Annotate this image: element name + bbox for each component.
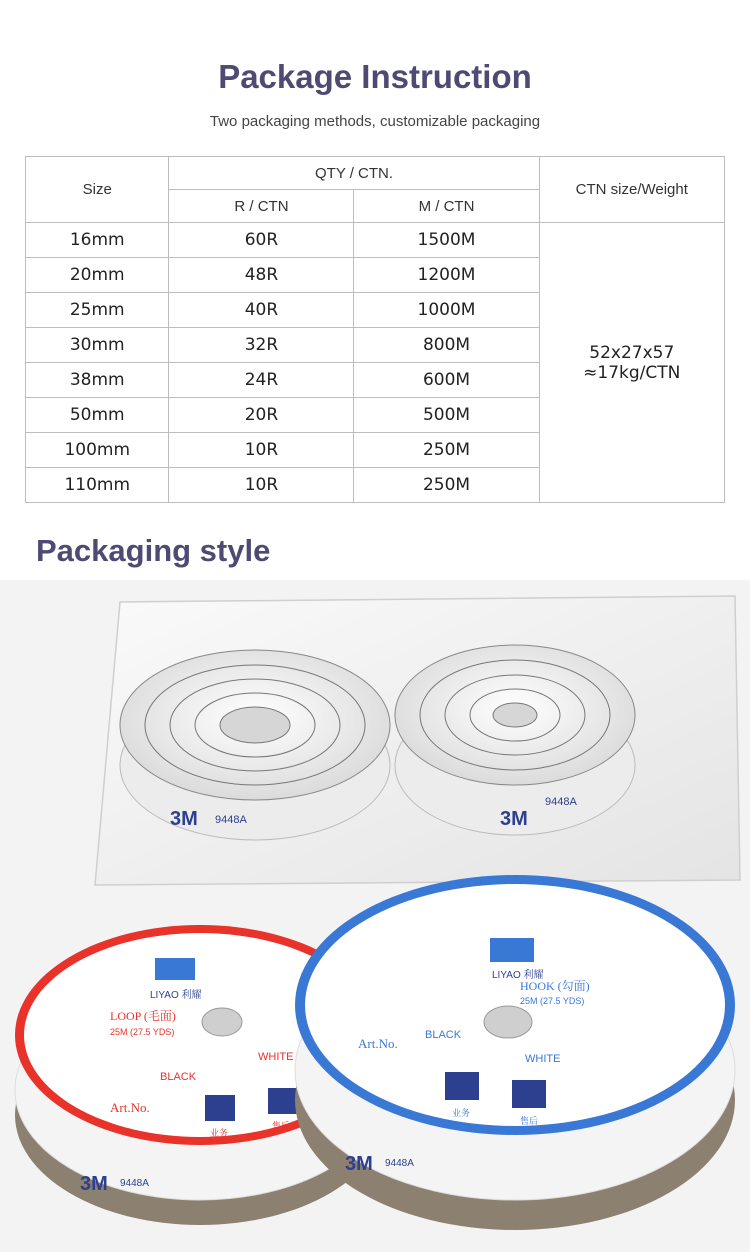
loop-length: 25M (27.5 YDS) [110,1027,175,1037]
loop-logo-icon [155,958,195,980]
cell-r: 10R [169,433,354,468]
package-table [25,156,725,503]
loop-logo-text: LIYAO 利耀 [150,990,202,1001]
loop-qr-after-icon [268,1088,298,1114]
page-subtitle: Two packaging methods, customizable packaging [209,113,541,130]
loop-tape-brand: 3M [80,1173,108,1195]
hook-logo-text: LIYAO 利耀 [492,970,544,981]
hook-sales: 业务 [452,1109,471,1119]
ctn-weight: ≈17kg/CTN [583,362,681,383]
cell-m: 250M [354,468,539,503]
cell-m: 1200M [354,258,539,293]
loop-sales: 业务 [210,1129,229,1139]
loop-white: WHITE [258,1051,294,1063]
hook-label: HOOK (勾面) [520,979,590,993]
package-table-container [25,156,725,503]
ctn-size: 52x27x57 [589,342,675,363]
cell-size: 100mm [26,433,169,468]
header-ctn: CTN size/Weight [539,157,724,223]
cell-r: 48R [169,258,354,293]
bag-roll-left [120,650,390,840]
cell-size: 20mm [26,258,169,293]
cell-m: 600M [354,363,539,398]
cell-m: 250M [354,433,539,468]
section-title: Packaging style [36,533,271,568]
cell-r: 20R [169,398,354,433]
loop-qr-sales-icon [205,1095,235,1121]
hook-roll [295,875,735,1230]
hook-after: 售后 [520,1117,539,1127]
cell-size: 25mm [26,293,169,328]
bag-right-brand: 3M [500,808,528,830]
cell-m: 1500M [354,223,539,258]
hook-qr-after-icon [512,1080,546,1108]
header-size: Size [26,157,169,223]
cell-size: 16mm [26,223,169,258]
bag-roll-right [395,645,635,835]
bag-left-code: 9448A [215,814,247,826]
hook-white: WHITE [525,1053,561,1065]
table-row [26,223,725,258]
bag-right-code: 9448A [545,796,577,808]
loop-tape-code: 9448A [120,1178,149,1189]
bag-left-brand: 3M [170,808,198,830]
hook-black: BLACK [425,1029,462,1041]
cell-r: 60R [169,223,354,258]
product-photo [0,580,750,1252]
cell-m: 500M [354,398,539,433]
hook-qr-sales-icon [445,1072,479,1100]
hook-tape-code: 9448A [385,1158,414,1169]
product-illustration [0,580,750,1252]
loop-after: 售后 [272,1122,291,1132]
header-qty: QTY / CTN. [169,157,539,190]
hook-art: Art.No. [358,1036,398,1051]
loop-black: BLACK [160,1071,197,1083]
loop-label: LOOP (毛面) [110,1009,176,1023]
header-r-ctn: R / CTN [169,190,354,223]
cell-ctn-info [539,223,724,503]
loop-art: Art.No. [110,1100,150,1115]
hook-length: 25M (27.5 YDS) [520,996,585,1006]
cell-size: 38mm [26,363,169,398]
page-title: Package Instruction [218,58,532,95]
cell-r: 32R [169,328,354,363]
header-m-ctn: M / CTN [354,190,539,223]
cell-m: 1000M [354,293,539,328]
cell-size: 110mm [26,468,169,503]
cell-size: 30mm [26,328,169,363]
cell-r: 40R [169,293,354,328]
hook-tape-brand: 3M [345,1153,373,1175]
cell-r: 10R [169,468,354,503]
cell-r: 24R [169,363,354,398]
cell-size: 50mm [26,398,169,433]
hook-logo-icon [490,938,534,962]
cell-m: 800M [354,328,539,363]
table-body [26,223,725,503]
